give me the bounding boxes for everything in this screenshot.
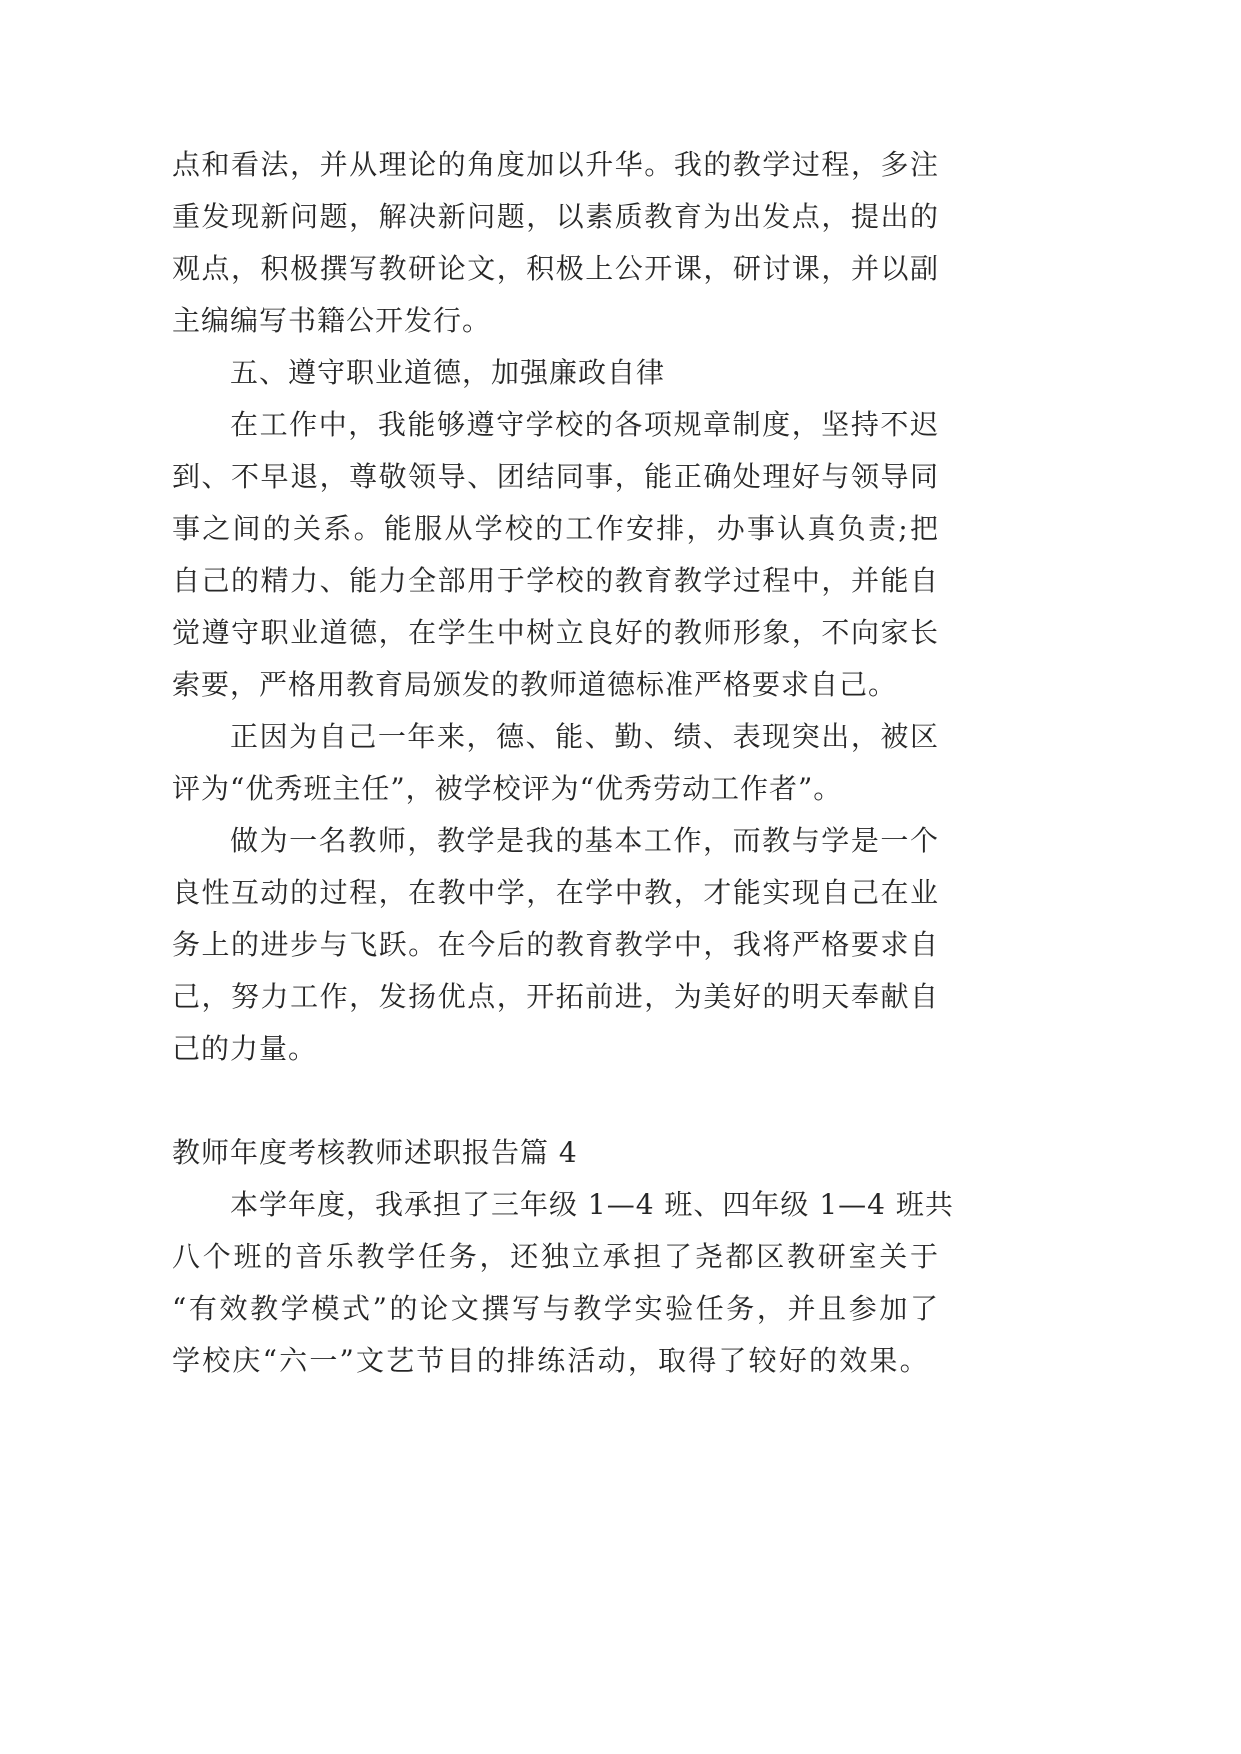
text-line: 学校庆“六一”文艺节目的排练活动，取得了较好的效果。: [172, 1344, 930, 1377]
section-title: [172, 1127, 939, 1179]
text-line: 八个班的音乐教学任务，还独立承担了尧都区教研室关于: [172, 1240, 939, 1273]
paragraph-work-conduct: [172, 399, 939, 711]
text-line: 自己的精力、能力全部用于学校的教育教学过程中，并能自: [172, 564, 939, 597]
paragraph-continuation: [172, 139, 939, 347]
document-body: [172, 139, 954, 1387]
text-line: 做为一名教师，教学是我的基本工作，而教与学是一个: [230, 824, 939, 857]
paragraph-conclusion: [172, 815, 939, 1075]
text-line: 己，努力工作，发扬优点，开拓前进，为美好的明天奉献自: [172, 980, 939, 1013]
paragraph-awards: [172, 711, 939, 815]
text-line: 己的力量。: [172, 1032, 318, 1065]
section-title-text: 教师年度考核教师述职报告篇 4: [172, 1136, 578, 1169]
text-line: “有效教学模式”的论文撰写与教学实验任务，并且参加了: [172, 1292, 939, 1325]
text-line: 评为“优秀班主任”，被学校评为“优秀劳动工作者”。: [172, 772, 843, 805]
subheading-text: 五、遵守职业道德，加强廉政自律: [230, 356, 666, 389]
text-line: 观点，积极撰写教研论文，积极上公开课，研讨课，并以副: [172, 252, 939, 285]
subheading-professional-ethics: [172, 347, 939, 399]
text-line: 觉遵守职业道德，在学生中树立良好的教师形象，不向家长: [172, 616, 939, 649]
text-line: 本学年度，我承担了三年级 1—4 班、四年级 1—4 班共: [230, 1188, 954, 1221]
text-line: 重发现新问题，解决新问题，以素质教育为出发点，提出的: [172, 200, 939, 233]
text-line: 索要，严格用教育局颁发的教师道德标准严格要求自己。: [172, 668, 898, 701]
text-line: 到、不早退，尊敬领导、团结同事，能正确处理好与领导同: [172, 460, 939, 493]
text-line: 在工作中，我能够遵守学校的各项规章制度，坚持不迟: [230, 408, 939, 441]
paragraph-section-intro: [172, 1179, 954, 1387]
text-line: 主编编写书籍公开发行。: [172, 304, 492, 337]
text-line: 正因为自己一年来，德、能、勤、绩、表现突出，被区: [230, 720, 939, 753]
text-line: 事之间的关系。能服从学校的工作安排，办事认真负责;把: [172, 512, 939, 545]
text-line: 务上的进步与飞跃。在今后的教育教学中，我将严格要求自: [172, 928, 939, 961]
text-line: 点和看法，并从理论的角度加以升华。我的教学过程，多注: [172, 148, 939, 181]
text-line: 良性互动的过程，在教中学，在学中教，才能实现自己在业: [172, 876, 939, 909]
